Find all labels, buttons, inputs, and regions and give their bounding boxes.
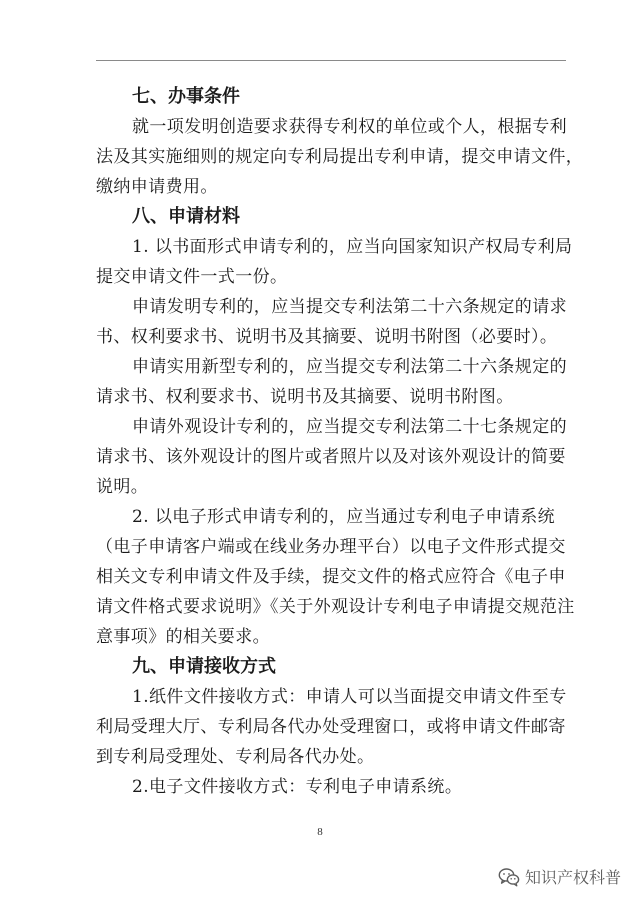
paragraph-line: 意事项》的相关要求。 — [96, 627, 270, 647]
paragraph-line: 相关文专利申请文件及手续，提交文件的格式应符合《电子申 — [96, 567, 566, 587]
wechat-icon — [498, 867, 520, 887]
watermark-text: 知识产权科普 — [525, 868, 622, 887]
paragraph-line: 申请实用新型专利的，应当提交专利法第二十六条规定的 — [132, 357, 567, 377]
paragraph-line: 提交申请文件一式一份。 — [96, 267, 288, 287]
section-heading-conditions: 七、办事条件 — [132, 86, 240, 107]
paragraph-line: 到专利局受理处、专利局各代办处。 — [96, 747, 375, 767]
paragraph-line: 请求书、该外观设计的图片或者照片以及对该外观设计的简要 — [96, 447, 566, 467]
paragraph-line: 2.电子文件接收方式：专利电子申请系统。 — [132, 777, 463, 797]
paragraph-line: 缴纳申请费用。 — [96, 177, 218, 197]
header-rule — [96, 60, 566, 61]
paragraph-line: 申请发明专利的，应当提交专利法第二十六条规定的请求 — [132, 297, 567, 317]
paragraph-line: 请求书、权利要求书、说明书及其摘要、说明书附图。 — [96, 387, 514, 407]
page-number: 8 — [317, 826, 323, 838]
paragraph-line: 书、权利要求书、说明书及其摘要、说明书附图（必要时）。 — [96, 327, 558, 347]
paragraph-line: 说明。 — [96, 477, 149, 497]
paragraph-line: 2. 以电子形式申请专利的，应当通过专利电子申请系统 — [132, 507, 556, 527]
paragraph-line: 1. 以书面形式申请专利的，应当向国家知识产权局专利局 — [132, 237, 573, 257]
watermark — [498, 865, 621, 888]
paragraph-line: 请文件格式要求说明》《关于外观设计专利电子申请提交规范注 — [96, 597, 575, 617]
paragraph-line: 就一项发明创造要求获得专利权的单位或个人，根据专利 — [132, 117, 567, 137]
paragraph-line: （电子申请客户端或在线业务办理平台）以电子文件形式提交 — [96, 537, 566, 557]
section-heading-receipt-methods: 九、申请接收方式 — [132, 656, 276, 677]
paragraph-line: 1.纸件文件接收方式：申请人可以当面提交申请文件至专 — [132, 687, 567, 707]
paragraph-line: 法及其实施细则的规定向专利局提出专利申请，提交申请文件， — [96, 147, 584, 167]
paragraph-line: 申请外观设计专利的，应当提交专利法第二十七条规定的 — [132, 417, 567, 437]
paragraph-line: 利局受理大厅、专利局各代办处受理窗口，或将申请文件邮寄 — [96, 717, 566, 737]
document-body — [96, 82, 584, 802]
section-heading-materials: 八、申请材料 — [132, 206, 240, 227]
